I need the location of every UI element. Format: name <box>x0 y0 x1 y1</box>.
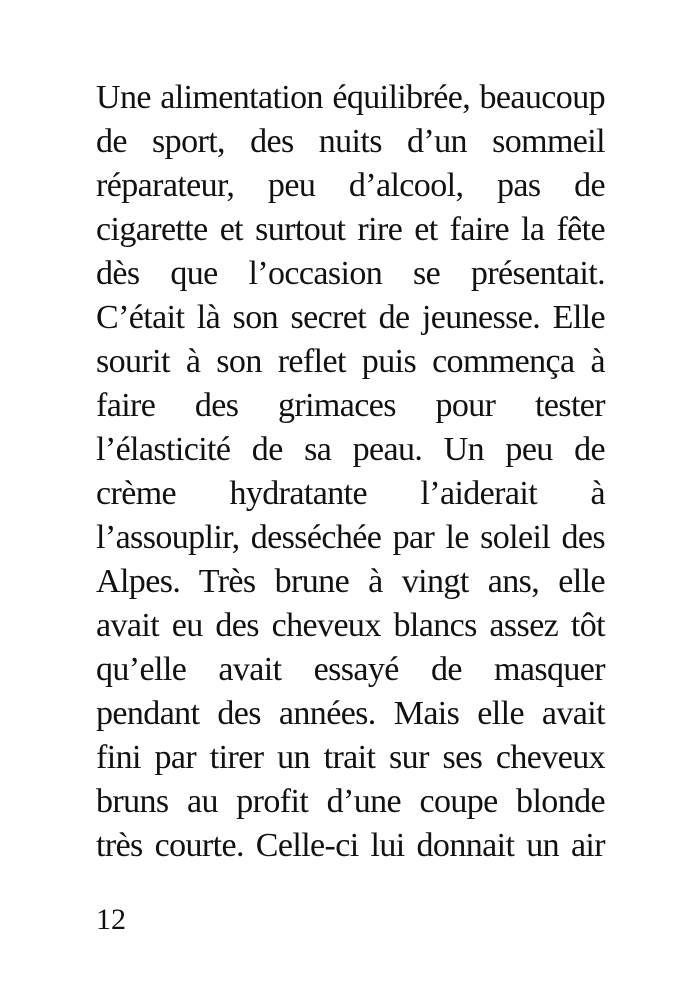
text-line: Alpes. Très brune à vingt ans, elle <box>96 563 605 600</box>
text-line: de sport, des nuits d’un sommeil <box>96 123 605 160</box>
page-number: 12 <box>96 903 126 936</box>
text-line: C’était là son secret de jeunesse. Elle <box>96 299 605 336</box>
text-line: réparateur, peu d’alcool, pas de <box>96 167 605 204</box>
text-line: l’élasticité de sa peau. Un peu de <box>96 431 605 468</box>
text-line: l’assouplir, desséchée par le soleil des <box>96 519 605 556</box>
text-line: très courte. Celle-ci lui donnait un air <box>96 827 605 864</box>
body-paragraph <box>96 76 605 868</box>
text-line: pendant des années. Mais elle avait <box>96 695 605 732</box>
text-line: faire des grimaces pour tester <box>96 387 605 424</box>
text-line: cigarette et surtout rire et faire la fête <box>96 211 605 248</box>
text-line: dès que l’occasion se présentait. <box>96 255 605 292</box>
text-line: fini par tirer un trait sur ses cheveux <box>96 739 605 776</box>
text-line: crème hydratante l’aiderait à <box>96 475 605 512</box>
text-line: Une alimentation équilibrée, beaucoup <box>96 79 605 116</box>
text-line: sourit à son reflet puis commença à <box>96 343 605 380</box>
text-line: bruns au profit d’une coupe blonde <box>96 783 605 820</box>
text-line: qu’elle avait essayé de masquer <box>96 651 605 688</box>
text-line: avait eu des cheveux blancs assez tôt <box>96 607 605 644</box>
